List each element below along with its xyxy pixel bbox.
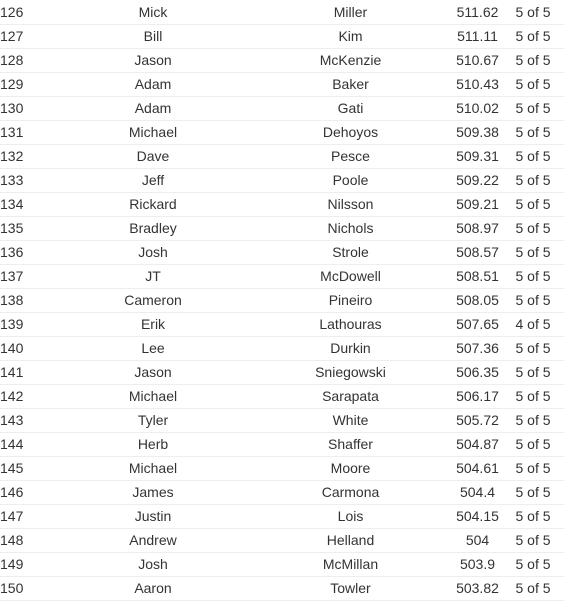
table-row xyxy=(0,505,564,529)
table-row xyxy=(0,457,564,481)
score-cell: 507.65 xyxy=(456,316,499,332)
last-name-cell: Poole xyxy=(332,172,369,188)
score-cell: 503.9 xyxy=(459,556,496,572)
score-cell: 510.02 xyxy=(456,100,499,116)
last-name-cell: Helland xyxy=(326,532,375,548)
table-row xyxy=(0,481,564,505)
table-row xyxy=(0,433,564,457)
events-played-cell: 5 of 5 xyxy=(515,4,551,20)
events-played-cell: 5 of 5 xyxy=(515,508,551,524)
first-name-cell: Aaron xyxy=(134,580,172,596)
score-cell: 506.35 xyxy=(456,364,499,380)
last-name-cell: Sarapata xyxy=(322,388,379,404)
rank-cell: 147 xyxy=(0,508,24,524)
last-name-cell: Durkin xyxy=(330,340,371,356)
first-name-cell: Andrew xyxy=(129,532,177,548)
rank-cell: 141 xyxy=(0,364,24,380)
score-cell: 511.62 xyxy=(456,4,499,20)
rank-cell: 134 xyxy=(0,196,24,212)
events-played-cell: 5 of 5 xyxy=(515,532,551,548)
last-name-cell: Pesce xyxy=(331,148,370,164)
first-name-cell: Josh xyxy=(138,244,168,260)
score-cell: 505.72 xyxy=(456,412,499,428)
first-name-cell: Erik xyxy=(140,316,166,332)
table-row xyxy=(0,97,564,121)
rank-cell: 135 xyxy=(0,220,24,236)
first-name-cell: Rickard xyxy=(129,196,177,212)
table-row xyxy=(0,241,564,265)
rank-cell: 132 xyxy=(0,148,24,164)
table-row xyxy=(0,145,564,169)
table-row xyxy=(0,577,564,601)
last-name-cell: Dehoyos xyxy=(322,124,379,140)
table-row xyxy=(0,121,564,145)
last-name-cell: Towler xyxy=(330,580,371,596)
first-name-cell: Adam xyxy=(134,76,172,92)
last-name-cell: Lathouras xyxy=(319,316,382,332)
rank-cell: 148 xyxy=(0,532,24,548)
table-row xyxy=(0,0,564,25)
table-row xyxy=(0,217,564,241)
score-cell: 508.57 xyxy=(456,244,499,260)
events-played-cell: 5 of 5 xyxy=(515,244,551,260)
rank-cell: 143 xyxy=(0,412,24,428)
first-name-cell: Jason xyxy=(134,52,172,68)
events-played-cell: 4 of 5 xyxy=(515,316,551,332)
first-name-cell: Tyler xyxy=(137,412,169,428)
score-cell: 508.05 xyxy=(456,292,499,308)
events-played-cell: 5 of 5 xyxy=(515,460,551,476)
last-name-cell: McKenzie xyxy=(319,52,382,68)
last-name-cell: Moore xyxy=(330,460,371,476)
rank-cell: 138 xyxy=(0,292,24,308)
first-name-cell: JT xyxy=(145,268,161,284)
score-cell: 504 xyxy=(465,532,490,548)
score-cell: 510.43 xyxy=(456,76,499,92)
score-cell: 508.51 xyxy=(456,268,499,284)
last-name-cell: Nilsson xyxy=(327,196,374,212)
rank-cell: 146 xyxy=(0,484,24,500)
first-name-cell: Mick xyxy=(138,4,168,20)
first-name-cell: Bill xyxy=(143,28,163,44)
events-played-cell: 5 of 5 xyxy=(515,76,551,92)
events-played-cell: 5 of 5 xyxy=(515,28,551,44)
score-cell: 504.15 xyxy=(456,508,499,524)
score-cell: 504.87 xyxy=(456,436,499,452)
score-cell: 504.61 xyxy=(456,460,499,476)
events-played-cell: 5 of 5 xyxy=(515,364,551,380)
table-row xyxy=(0,49,564,73)
score-cell: 509.21 xyxy=(456,196,499,212)
score-cell: 508.97 xyxy=(456,220,499,236)
score-cell: 511.11 xyxy=(457,28,498,44)
events-played-cell: 5 of 5 xyxy=(515,580,551,596)
last-name-cell: White xyxy=(332,412,369,428)
events-played-cell: 5 of 5 xyxy=(515,340,551,356)
first-name-cell: Adam xyxy=(134,100,172,116)
table-row xyxy=(0,313,564,337)
last-name-cell: McMillan xyxy=(322,556,379,572)
rank-cell: 136 xyxy=(0,244,24,260)
score-cell: 509.38 xyxy=(456,124,499,140)
events-played-cell: 5 of 5 xyxy=(515,220,551,236)
events-played-cell: 5 of 5 xyxy=(515,268,551,284)
events-played-cell: 5 of 5 xyxy=(515,388,551,404)
first-name-cell: Michael xyxy=(128,460,178,476)
table-row xyxy=(0,289,564,313)
score-cell: 510.67 xyxy=(456,52,499,68)
rank-cell: 140 xyxy=(0,340,24,356)
table-row xyxy=(0,73,564,97)
events-played-cell: 5 of 5 xyxy=(515,484,551,500)
first-name-cell: Jason xyxy=(134,364,172,380)
rank-cell: 149 xyxy=(0,556,24,572)
first-name-cell: Justin xyxy=(134,508,172,524)
last-name-cell: Shaffer xyxy=(328,436,373,452)
last-name-cell: Kim xyxy=(338,28,363,44)
last-name-cell: Miller xyxy=(333,4,368,20)
table-row xyxy=(0,265,564,289)
table-row xyxy=(0,385,564,409)
events-played-cell: 5 of 5 xyxy=(515,172,551,188)
first-name-cell: Dave xyxy=(136,148,170,164)
score-cell: 509.31 xyxy=(456,148,499,164)
score-cell: 507.36 xyxy=(456,340,499,356)
table-row xyxy=(0,409,564,433)
table-row xyxy=(0,529,564,553)
events-played-cell: 5 of 5 xyxy=(515,292,551,308)
rank-cell: 130 xyxy=(0,100,24,116)
score-cell: 504.4 xyxy=(459,484,496,500)
events-played-cell: 5 of 5 xyxy=(515,148,551,164)
rank-cell: 129 xyxy=(0,76,24,92)
table-row xyxy=(0,337,564,361)
first-name-cell: Bradley xyxy=(129,220,177,236)
last-name-cell: Nichols xyxy=(327,220,374,236)
rank-cell: 131 xyxy=(0,124,24,140)
events-played-cell: 5 of 5 xyxy=(515,196,551,212)
rank-cell: 133 xyxy=(0,172,24,188)
rank-cell: 137 xyxy=(0,268,24,284)
table-row xyxy=(0,169,564,193)
rank-cell: 127 xyxy=(0,28,24,44)
last-name-cell: Baker xyxy=(332,76,369,92)
rank-cell: 150 xyxy=(0,580,24,596)
events-played-cell: 5 of 5 xyxy=(515,124,551,140)
events-played-cell: 5 of 5 xyxy=(515,100,551,116)
rank-cell: 142 xyxy=(0,388,24,404)
table-row xyxy=(0,193,564,217)
rank-cell: 126 xyxy=(0,4,24,20)
table-row xyxy=(0,553,564,577)
first-name-cell: Cameron xyxy=(124,292,182,308)
last-name-cell: Gati xyxy=(337,100,364,116)
rank-cell: 128 xyxy=(0,52,24,68)
score-cell: 509.22 xyxy=(456,172,499,188)
first-name-cell: Josh xyxy=(138,556,168,572)
table-row xyxy=(0,361,564,385)
first-name-cell: James xyxy=(132,484,174,500)
last-name-cell: Carmona xyxy=(321,484,380,500)
rank-cell: 144 xyxy=(0,436,24,452)
events-played-cell: 5 of 5 xyxy=(515,412,551,428)
first-name-cell: Lee xyxy=(141,340,165,356)
last-name-cell: Strole xyxy=(332,244,369,260)
events-played-cell: 5 of 5 xyxy=(515,52,551,68)
first-name-cell: Jeff xyxy=(141,172,165,188)
last-name-cell: Pineiro xyxy=(328,292,373,308)
last-name-cell: Sniegowski xyxy=(315,364,386,380)
events-played-cell: 5 of 5 xyxy=(515,436,551,452)
last-name-cell: McDowell xyxy=(320,268,381,284)
first-name-cell: Herb xyxy=(137,436,169,452)
table-row xyxy=(0,25,564,49)
rank-cell: 145 xyxy=(0,460,24,476)
rank-cell: 139 xyxy=(0,316,24,332)
first-name-cell: Michael xyxy=(128,124,178,140)
score-cell: 503.82 xyxy=(456,580,499,596)
first-name-cell: Michael xyxy=(128,388,178,404)
score-cell: 506.17 xyxy=(456,388,499,404)
last-name-cell: Lois xyxy=(337,508,364,524)
events-played-cell: 5 of 5 xyxy=(515,556,551,572)
